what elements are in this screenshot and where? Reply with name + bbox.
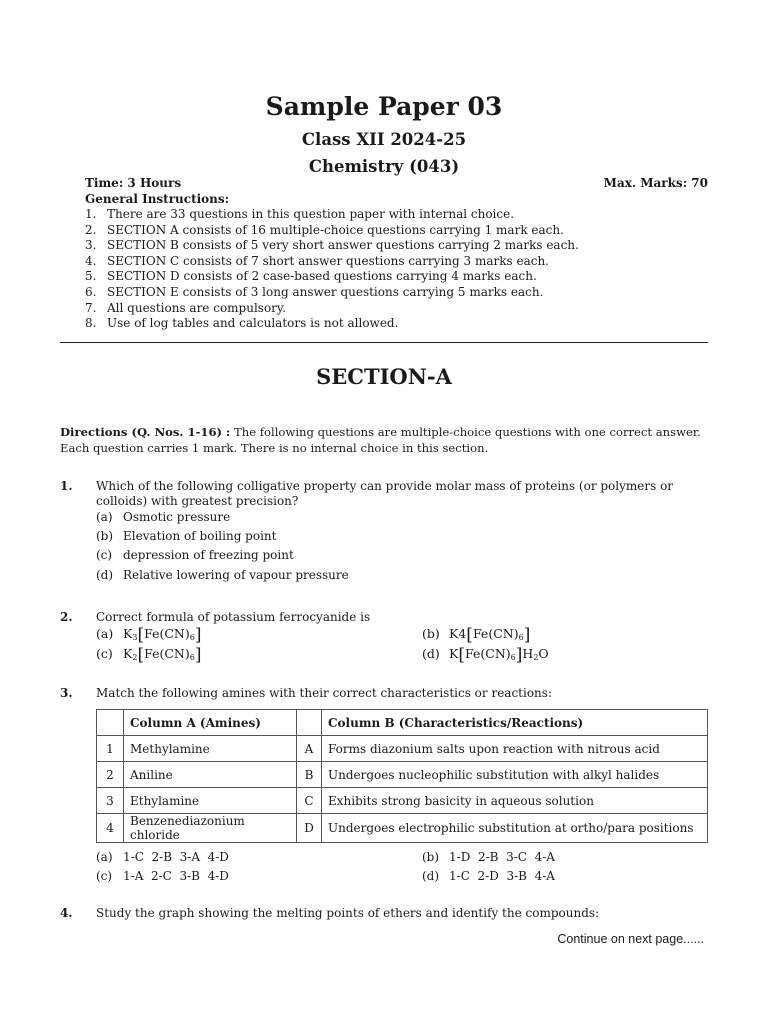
directions-label: Directions (Q. Nos. 1-16) : xyxy=(60,425,231,439)
row-letter: C xyxy=(297,788,322,814)
answer-option: (b) Elevation of boiling point xyxy=(96,529,277,543)
continue-note: Continue on next page...... xyxy=(557,932,704,946)
row-letter: D xyxy=(297,814,322,843)
max-marks-label: Max. Marks: 70 xyxy=(603,176,708,190)
answer-option: (a) Osmotic pressure xyxy=(96,510,231,524)
column-b-cell: Undergoes nucleophilic substitution with alkyl halides xyxy=(322,762,708,788)
row-number: 1 xyxy=(97,736,124,762)
answer-option: (b) 1-D 2-B 3-C 4-A xyxy=(422,850,555,864)
question-number: 3. xyxy=(60,686,73,700)
question-number: 1. xyxy=(60,479,73,493)
table-row xyxy=(97,762,708,788)
time-label: Time: 3 Hours xyxy=(85,176,182,190)
instruction-item: 8. Use of log tables and calculators is not allowed. xyxy=(85,316,399,331)
row-number: 3 xyxy=(97,788,124,814)
column-a-cell: Aniline xyxy=(124,762,297,788)
directions-text: The following questions are multiple-choice questions with one correct answer. Each question carries 1 mark. There is no internal choice in this section. xyxy=(60,425,701,455)
column-b-cell: Undergoes electrophilic substitution at ortho/para positions xyxy=(322,814,708,843)
instruction-item: 6. SECTION E consists of 3 long answer questions carrying 5 marks each. xyxy=(85,284,544,299)
question-number: 4. xyxy=(60,906,73,920)
column-a-header: Column A (Amines) xyxy=(124,710,297,736)
row-number: 2 xyxy=(97,762,124,788)
question-number: 2. xyxy=(60,610,73,624)
instructions-list xyxy=(85,207,725,332)
answer-option: (d) $K[Fe(CN)_6]H_2O$ xyxy=(422,645,549,665)
section-heading: SECTION-A xyxy=(316,364,452,389)
column-a-cell: Ethylamine xyxy=(124,788,297,814)
instruction-item: 3. SECTION B consists of 5 very short answer questions carrying 2 marks each. xyxy=(85,238,579,253)
table-row xyxy=(97,814,708,843)
instructions-heading: General Instructions: xyxy=(85,192,230,206)
row-letter: A xyxy=(297,736,322,762)
column-a-cell: Methylamine xyxy=(124,736,297,762)
answer-option: (d) Relative lowering of vapour pressure xyxy=(96,568,349,582)
table-header-cell xyxy=(297,710,322,736)
section-directions xyxy=(60,424,708,456)
answer-option: (a) $K_3[Fe(CN)_6]$ xyxy=(96,625,202,645)
question-text: Match the following amines with their correct characteristics or reactions: xyxy=(96,686,552,700)
answer-option: (c) $K_2[Fe(CN)_6]$ xyxy=(96,645,202,665)
column-b-header: Column B (Characteristics/Reactions) xyxy=(322,710,708,736)
instruction-item: 7. All questions are compulsory. xyxy=(85,300,286,315)
answer-option: (c) depression of freezing point xyxy=(96,548,294,562)
match-table xyxy=(96,709,708,843)
table-header-cell xyxy=(97,710,124,736)
table-row xyxy=(97,788,708,814)
instruction-item: 2. SECTION A consists of 16 multiple-choice questions carrying 1 mark each. xyxy=(85,222,564,237)
column-b-cell: Forms diazonium salts upon reaction with nitrous acid xyxy=(322,736,708,762)
table-header-row xyxy=(97,710,708,736)
row-number: 4 xyxy=(97,814,124,843)
subject-label: Chemistry (043) xyxy=(308,157,460,176)
class-label: Class XII 2024-25 xyxy=(301,130,467,149)
instruction-item: 1. There are 33 questions in this question paper with internal choice. xyxy=(85,207,515,221)
question-text: Correct formula of potassium ferrocyanide is xyxy=(96,610,371,624)
answer-option: (b) $K4[Fe(CN)_6]$ xyxy=(422,625,531,645)
column-b-cell: Exhibits strong basicity in aqueous solution xyxy=(322,788,708,814)
question-text: Which of the following colligative property can provide molar mass of proteins (or polymers or colloids) with greatest precision? xyxy=(96,479,674,508)
column-a-cell: Benzenediazonium chloride xyxy=(124,814,297,843)
question-text: Study the graph showing the melting points of ethers and identify the compounds: xyxy=(96,906,600,920)
instruction-item: 4. SECTION C consists of 7 short answer questions carrying 3 marks each. xyxy=(85,253,549,268)
table-row xyxy=(97,736,708,762)
row-letter: B xyxy=(297,762,322,788)
header-divider xyxy=(60,342,708,343)
answer-option: (c) 1-A 2-C 3-B 4-D xyxy=(96,869,229,883)
paper-title: Sample Paper 03 xyxy=(265,92,503,121)
answer-option: (a) 1-C 2-B 3-A 4-D xyxy=(96,850,229,864)
answer-option: (d) 1-C 2-D 3-B 4-A xyxy=(422,869,555,883)
instruction-item: 5. SECTION D consists of 2 case-based questions carrying 4 marks each. xyxy=(85,269,537,284)
